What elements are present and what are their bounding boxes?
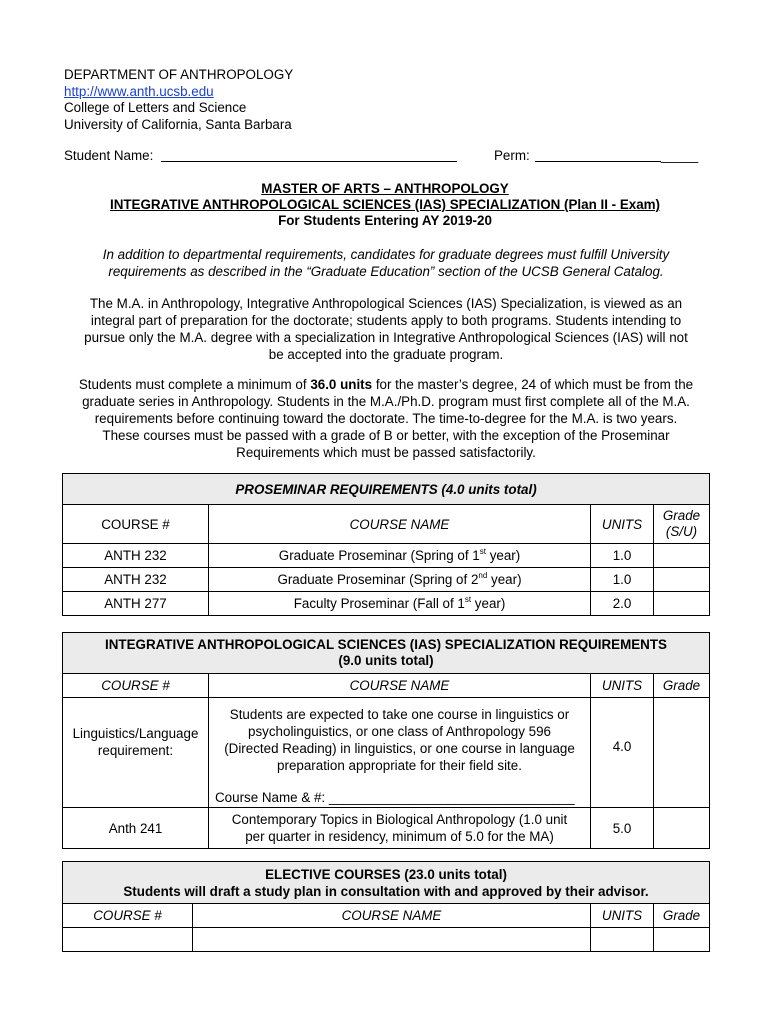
course-name: Graduate Proseminar (Spring of 1st year): [209, 544, 591, 568]
minimum-units: 36.0 units: [310, 377, 373, 392]
course-units: 4.0: [591, 698, 654, 808]
student-info-line: [64, 147, 704, 167]
paragraph-line: integral part of preparation for the doctorate; students apply to both programs. Students intending to: [90, 313, 682, 328]
program-description-paragraph: [62, 295, 710, 363]
ias-table-title: INTEGRATIVE ANTHROPOLOGICAL SCIENCES (IAS) SPECIALIZATION REQUIREMENTS (9.0 units total): [63, 633, 710, 674]
paragraph-line: requirements as described in the “Graduate Education” section of the UCSB General Catalog.: [108, 264, 664, 279]
ias-specialization-table: [62, 632, 710, 849]
column-header-units: UNITS: [591, 505, 654, 544]
student-name-label: Student Name:: [64, 148, 154, 163]
paragraph-line: requirements before continuing toward the doctorate. The time-to-degree for the M.A. is two years.: [94, 411, 678, 426]
proseminar-table: [62, 473, 710, 616]
column-header-grade: Grade: [654, 904, 710, 928]
unit-requirements-paragraph: [62, 376, 710, 461]
course-number-field[interactable]: [63, 928, 193, 952]
table-row: [63, 568, 710, 592]
degree-title: MASTER OF ARTS – ANTHROPOLOGY: [261, 181, 509, 196]
grade-field[interactable]: [654, 928, 710, 952]
perm-suffix: _____: [661, 148, 699, 163]
table-row: [63, 698, 710, 808]
department-name: DEPARTMENT OF ANTHROPOLOGY: [64, 67, 294, 82]
table-row: [63, 808, 710, 849]
paragraph-line: The M.A. in Anthropology, Integrative Anthropological Sciences (IAS) Specialization, is viewed as an: [89, 296, 683, 311]
column-header-course: COURSE #: [63, 674, 209, 698]
course-units: 1.0: [591, 568, 654, 592]
course-number: ANTH 232: [63, 568, 209, 592]
student-name-field[interactable]: [161, 161, 457, 162]
form-title-block: [60, 180, 710, 228]
perm-field[interactable]: [535, 161, 661, 162]
course-units: 2.0: [591, 592, 654, 616]
grade-field[interactable]: [654, 808, 710, 849]
column-header-course: COURSE #: [63, 904, 193, 928]
paragraph-line: pursue only the M.A. degree with a specialization in Integrative Anthropological Sciences (IAS) will not: [84, 330, 688, 345]
course-name-write-in-field[interactable]: Course Name & #: _________________________________: [215, 790, 575, 805]
grade-field[interactable]: [654, 592, 710, 616]
course-name: Faculty Proseminar (Fall of 1st year): [209, 592, 591, 616]
course-number: Linguistics/Language requirement:: [63, 698, 209, 808]
course-units: 5.0: [591, 808, 654, 849]
course-number: ANTH 232: [63, 544, 209, 568]
column-header-grade: Grade (S/U): [654, 505, 710, 544]
column-header-units: UNITS: [591, 904, 654, 928]
course-name: Graduate Proseminar (Spring of 2nd year): [209, 568, 591, 592]
paragraph-line: Requirements which must be passed satisfactorily.: [236, 445, 536, 460]
column-header-course-name: COURSE NAME: [209, 505, 591, 544]
paragraph-line: In addition to departmental requirements, candidates for graduate degrees must fulfill University: [102, 247, 670, 262]
university-requirements-paragraph: [62, 246, 710, 280]
column-header-course-name: COURSE NAME: [209, 674, 591, 698]
course-name: Contemporary Topics in Biological Anthropology (1.0 unit per quarter in residency, minimum of 5.0 for the MA): [209, 808, 591, 849]
course-name-field[interactable]: [193, 928, 591, 952]
perm-label: Perm:: [494, 148, 530, 163]
column-header-course-name: COURSE NAME: [193, 904, 591, 928]
college-name: College of Letters and Science: [64, 100, 247, 115]
grade-field[interactable]: [654, 568, 710, 592]
course-units: 1.0: [591, 544, 654, 568]
department-url-link[interactable]: http://www.anth.ucsb.edu: [64, 83, 214, 99]
grade-field[interactable]: [654, 544, 710, 568]
course-units-field[interactable]: [591, 928, 654, 952]
table-row: [63, 928, 710, 952]
column-header-units: UNITS: [591, 674, 654, 698]
elective-table-title: ELECTIVE COURSES (23.0 units total) Students will draft a study plan in consultation with and approved by their advisor.: [63, 862, 710, 904]
paragraph-line: These courses must be passed with a grade of B or better, with the exception of the Proseminar: [102, 428, 670, 443]
specialization-title: INTEGRATIVE ANTHROPOLOGICAL SCIENCES (IAS) SPECIALIZATION (Plan II - Exam): [109, 197, 661, 212]
proseminar-table-title: PROSEMINAR REQUIREMENTS (4.0 units total): [63, 474, 710, 505]
course-name: Students are expected to take one course in linguistics or psycholinguistics, or one class of Anthropology 596 (Directed Reading) in linguistics, or one course in language preparation appropriate for their field site. Course Name & #: _________________________________: [209, 698, 591, 808]
course-number: ANTH 277: [63, 592, 209, 616]
table-row: [63, 592, 710, 616]
paragraph-line: be accepted into the graduate program.: [268, 347, 504, 362]
column-header-course: COURSE #: [63, 505, 209, 544]
course-number: Anth 241: [63, 808, 209, 849]
university-name: University of California, Santa Barbara: [64, 116, 292, 132]
entry-year-title: For Students Entering AY 2019-20: [278, 213, 492, 228]
paragraph-line: Students must complete a minimum of 36.0 units for the master’s degree, 24 of which must be from the: [78, 377, 694, 392]
paragraph-line: graduate series in Anthropology. Students in the M.A./Ph.D. program must first complete all of the M.A.: [82, 394, 690, 409]
grade-field[interactable]: [654, 698, 710, 808]
elective-courses-table: [62, 861, 710, 952]
table-row: [63, 544, 710, 568]
column-header-grade: Grade: [654, 674, 710, 698]
department-header: [64, 66, 293, 132]
